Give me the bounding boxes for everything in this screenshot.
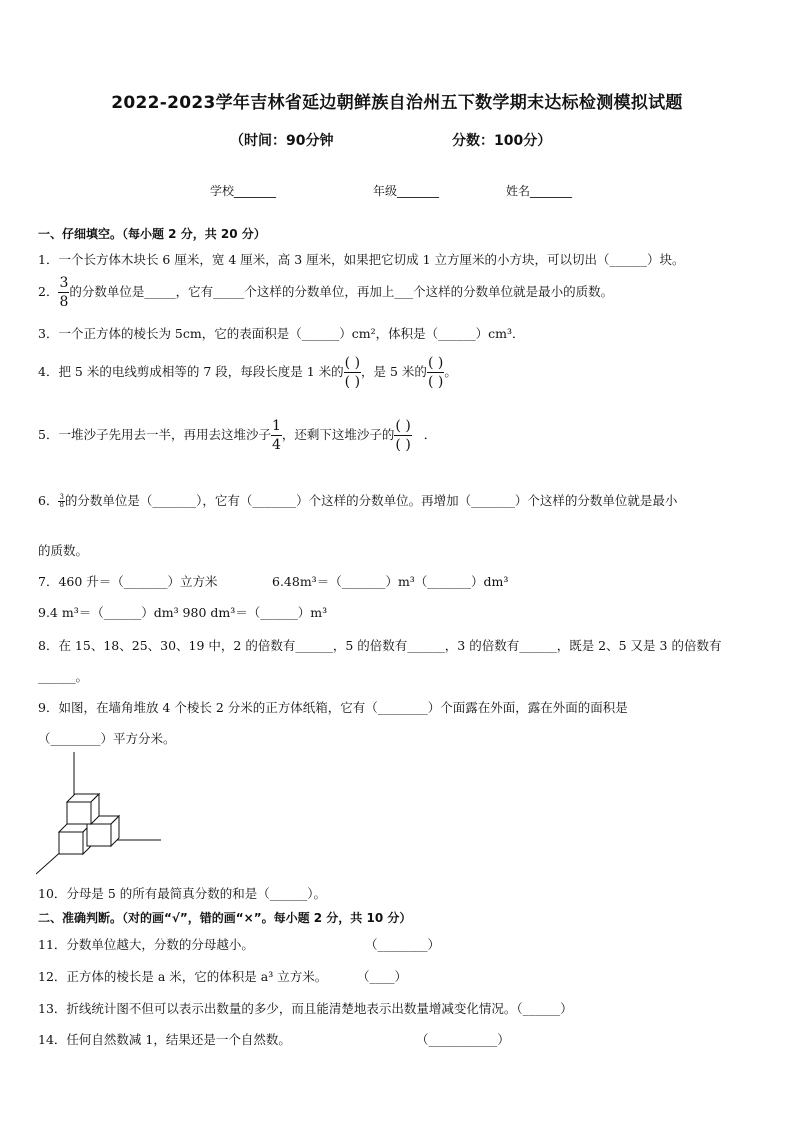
school-field[interactable]: 学校_______: [210, 184, 277, 198]
answer-fraction-blank[interactable]: $\frac{( )}{( )}$: [427, 355, 444, 390]
question-13: 13．折线统计图不但可以表示出数量的多少，而且能清楚地表示出数量增减变化情况。（______）: [38, 1001, 573, 1016]
fraction-3-8: $\frac{3}{8}$: [59, 275, 69, 310]
question-2-number: 2．: [38, 284, 59, 299]
name-field[interactable]: 姓名_______: [506, 184, 573, 198]
question-14-answer-blank[interactable]: （___________）: [416, 1032, 510, 1047]
question-5: 5．一堆沙子先用去一半，再用去这堆沙子 $\frac{1}{4}$ ，还剩下这堆沙子的 $\frac{( )}{( )}$ ．: [38, 418, 437, 453]
section-1-heading: 一、仔细填空。（每小题 2 分，共 20 分）: [38, 227, 266, 241]
question-11: 11．分数单位越大，分数的分母越小。: [38, 937, 254, 952]
exam-time: （时间：90分钟: [230, 133, 334, 149]
question-1: 1．一个长方体木块长 6 厘米，宽 4 厘米，高 3 厘米，如果把它切成 1 立方厘米的小方块，可以切出（______）块。: [38, 252, 685, 267]
question-8: 8．在 15、18、25、30、19 中，2 的倍数有______，5 的倍数有______，3 的倍数有______，既是 2、5 又是 3 的倍数有: [38, 638, 722, 653]
question-12-answer-blank[interactable]: （____）: [357, 969, 408, 984]
question-4: 4．把 5 米的电线剪成相等的 7 段，每段长度是 1 米的 $\frac{( )}{( )}$ ，是 5 米的 $\frac{( )}{( )}$ 。: [38, 355, 457, 390]
question-7-part-a: 7．460 升＝（_______）立方米: [38, 574, 218, 589]
question-14: 14．任何自然数减 1，结果还是一个自然数。: [38, 1032, 291, 1047]
question-9: 9．如图，在墙角堆放 4 个棱长 2 分米的正方体纸箱，它有（________）个面露在外面，露在外面的面积是: [38, 700, 628, 715]
question-2: [38, 276, 613, 309]
question-3: 3．一个正方体的棱长为 5cm，它的表面积是（______）cm²，体积是（______）cm³．: [38, 326, 525, 341]
question-7-part-b: 6.48m³＝（_______）m³（_______）dm³: [272, 574, 509, 589]
exam-score: 分数：100分）: [452, 133, 552, 149]
question-12: 12．正方体的棱长是 a 米，它的体积是 a³ 立方米。: [38, 969, 328, 984]
question-6: 6． $\frac{3}{8}$ 的分数单位是（_______），它有（_______）个这样的分数单位。再增加（_______）个这样的分数单位就是最小: [38, 493, 678, 509]
answer-fraction-blank[interactable]: $\frac{( )}{( )}$: [395, 418, 411, 453]
question-2-text: 的分数单位是_____，它有_____个这样的分数单位，再加上___个这样的分数单位就是最小的质数。: [69, 284, 614, 299]
fraction-1-4: $\frac{1}{4}$: [271, 418, 281, 453]
grade-field[interactable]: 年级_______: [373, 184, 440, 198]
answer-fraction-blank[interactable]: $\frac{( )}{( )}$: [344, 355, 361, 390]
question-8-continued: ______。: [38, 669, 89, 684]
question-10: 10．分母是 5 的所有最简真分数的和是（______）。: [38, 886, 327, 901]
section-2-heading: 二、准确判断。（对的画“√”，错的画“×”。每小题 2 分，共 10 分）: [38, 911, 412, 925]
question-6-continued: 的质数。: [38, 543, 89, 558]
fraction-3-8-small: $\frac{3}{8}$: [59, 493, 64, 509]
page-title: 2022-2023学年吉林省延边朝鲜族自治州五下数学期末达标检测模拟试题: [111, 93, 683, 113]
question-11-answer-blank[interactable]: （________）: [365, 937, 441, 952]
stacked-cubes-figure: [36, 752, 166, 878]
question-7-part-c: 9.4 m³＝（______）dm³ 980 dm³＝（______）m³: [38, 605, 328, 620]
question-9-continued: （________）平方分米。: [38, 731, 176, 746]
